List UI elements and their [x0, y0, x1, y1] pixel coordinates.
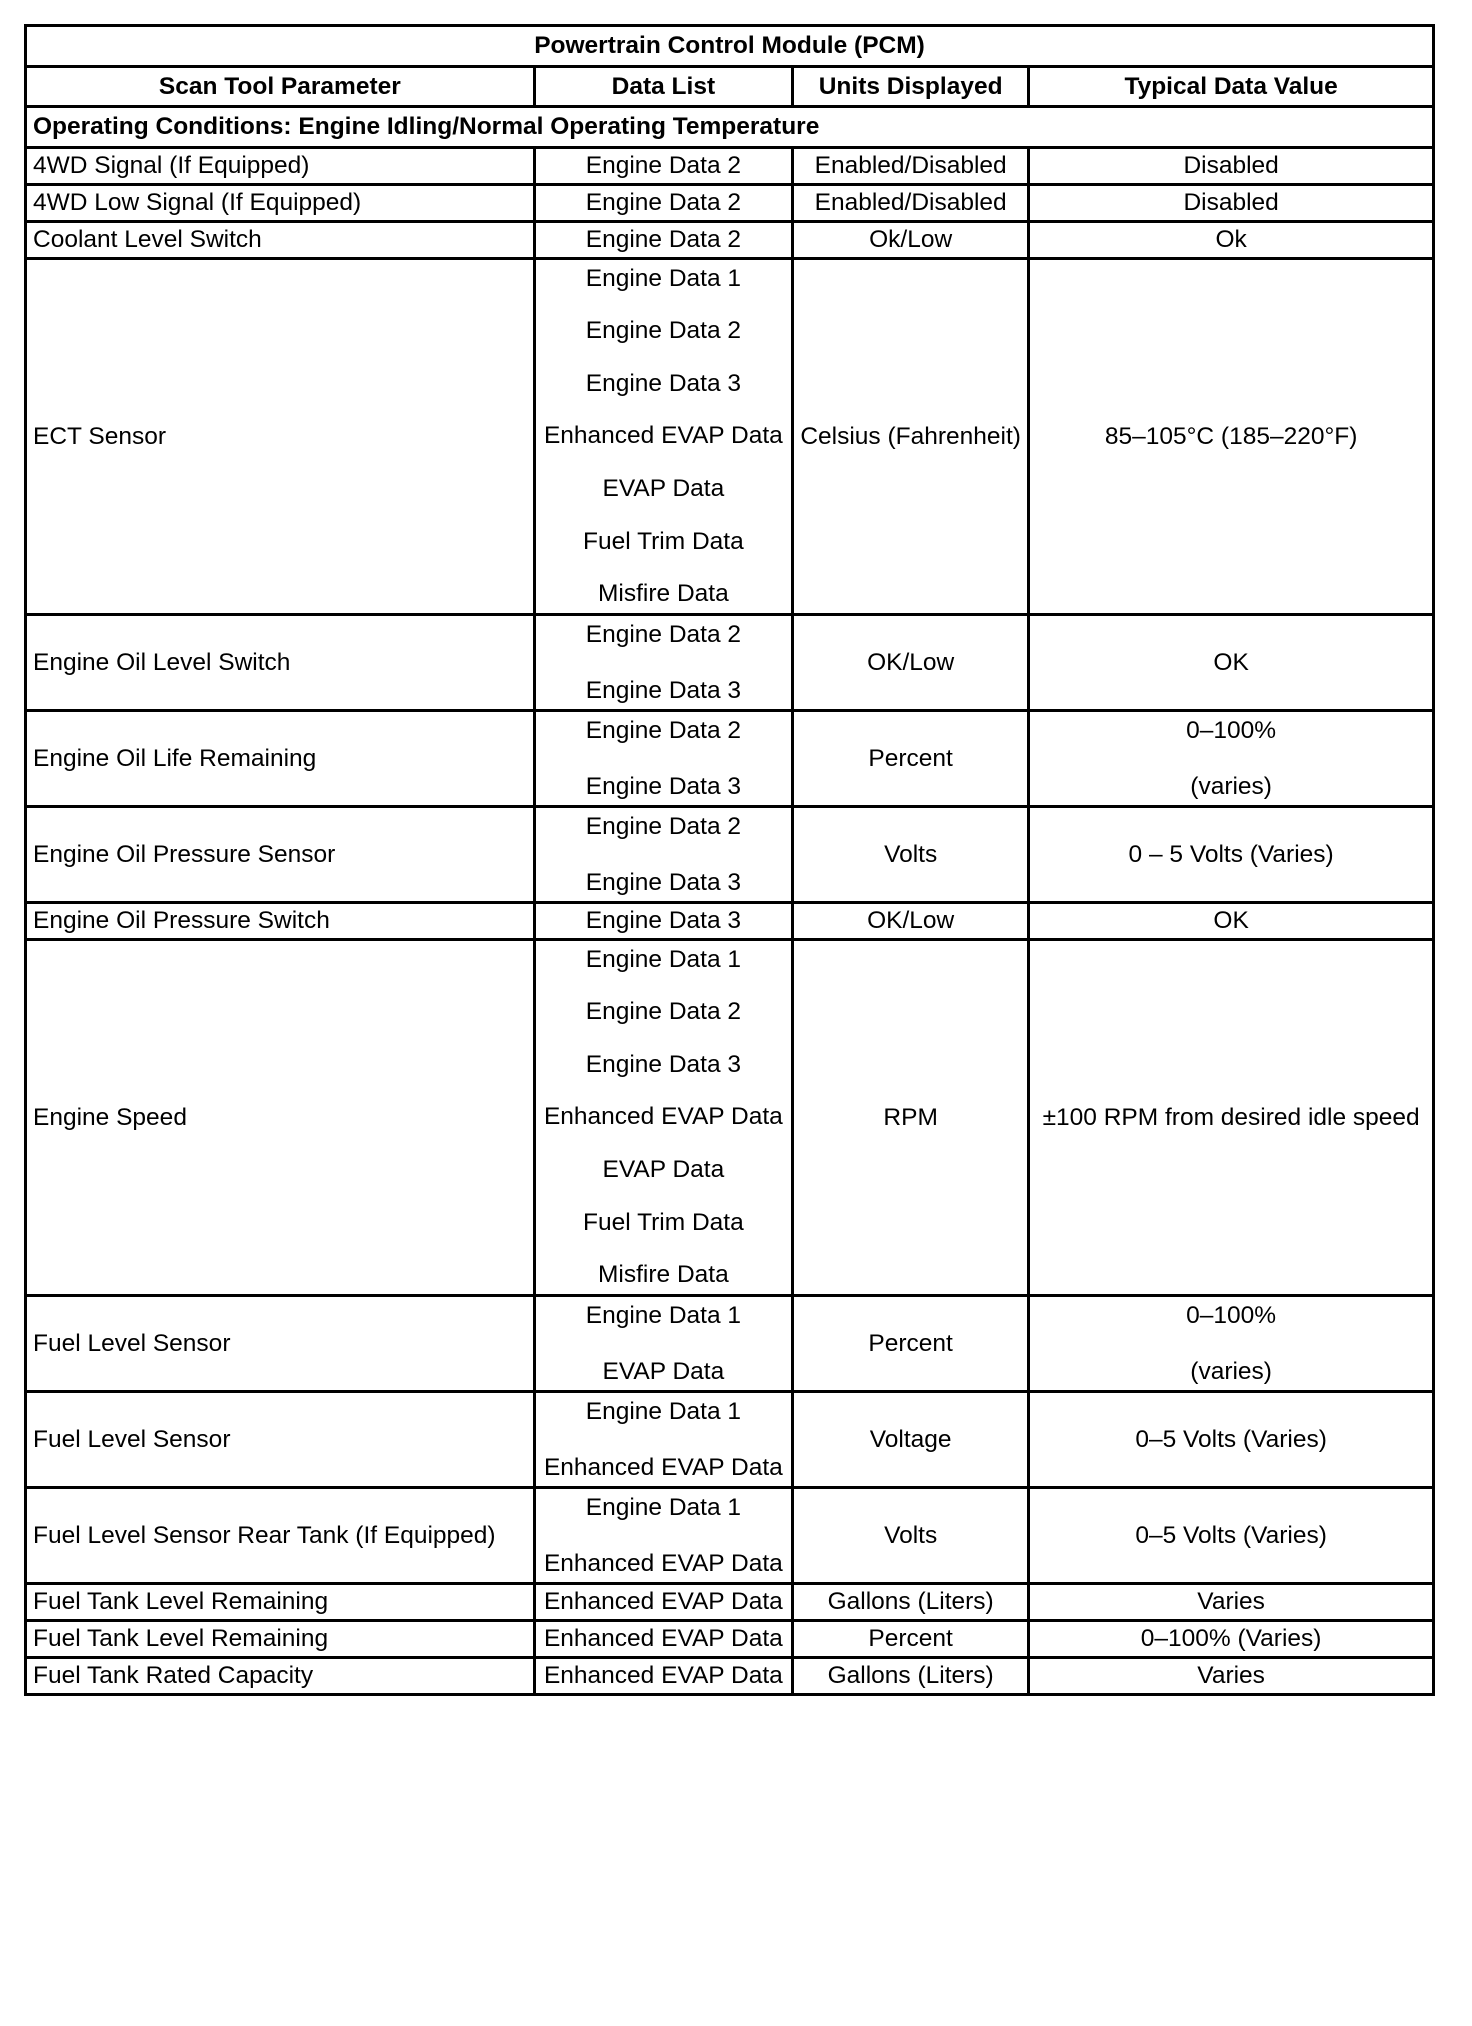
table-title-row [26, 26, 1434, 67]
table-row [26, 148, 1434, 185]
data-list-entry: Fuel Trim Data [583, 1208, 744, 1236]
data-list-entry: Enhanced EVAP Data [543, 1662, 783, 1689]
cell-typical-value [1029, 1488, 1434, 1584]
data-list-entry: Engine Data 1 [585, 1301, 742, 1329]
cell-parameter: Engine Speed [26, 940, 535, 1296]
typical-value-line: (varies) [1190, 1357, 1272, 1385]
cell-data-list [534, 185, 792, 222]
cell-typical-value [1029, 807, 1434, 903]
data-list-entry: Enhanced EVAP Data [543, 1549, 783, 1577]
typical-value-line: 0 – 5 Volts (Varies) [1128, 840, 1334, 868]
data-list-entry: Engine Data 1 [585, 264, 742, 292]
data-list-entry: Engine Data 2 [585, 716, 742, 744]
cell-parameter: Fuel Level Sensor [26, 1392, 535, 1488]
table-row [26, 1621, 1434, 1658]
data-list-entry: Engine Data 1 [585, 945, 742, 973]
typical-value-line: Varies [1197, 1588, 1265, 1615]
table-row [26, 615, 1434, 711]
cell-typical-value [1029, 1621, 1434, 1658]
cell-typical-value [1029, 903, 1434, 940]
data-list-entry: Engine Data 1 [585, 1493, 742, 1521]
cell-data-list [534, 148, 792, 185]
table-row [26, 1392, 1434, 1488]
cell-typical-value [1029, 1296, 1434, 1392]
typical-value-line: OK [1213, 907, 1249, 934]
header-typical-data-value: Typical Data Value [1029, 67, 1434, 107]
data-list-entry: Enhanced EVAP Data [543, 1103, 783, 1131]
cell-units: Volts [793, 807, 1029, 903]
cell-parameter: 4WD Low Signal (If Equipped) [26, 185, 535, 222]
cell-parameter: 4WD Signal (If Equipped) [26, 148, 535, 185]
data-list-entry: Engine Data 2 [585, 812, 742, 840]
operating-conditions-row [26, 107, 1434, 148]
cell-typical-value [1029, 711, 1434, 807]
cell-data-list [534, 711, 792, 807]
data-list-entry: Misfire Data [598, 580, 729, 608]
typical-value-line: (varies) [1190, 772, 1272, 800]
table-row [26, 903, 1434, 940]
typical-value-line: 0–5 Volts (Varies) [1135, 1425, 1327, 1453]
cell-units: Celsius (Fahrenheit) [793, 259, 1029, 615]
cell-typical-value [1029, 148, 1434, 185]
data-list-entry: Enhanced EVAP Data [543, 422, 783, 450]
cell-data-list [534, 1658, 792, 1695]
data-list-entry: Misfire Data [598, 1261, 729, 1289]
typical-value-line: Varies [1197, 1662, 1265, 1689]
cell-typical-value [1029, 1584, 1434, 1621]
cell-parameter: Fuel Level Sensor [26, 1296, 535, 1392]
table-row [26, 222, 1434, 259]
table-row [26, 1296, 1434, 1392]
cell-units: Gallons (Liters) [793, 1658, 1029, 1695]
cell-parameter: Fuel Tank Rated Capacity [26, 1658, 535, 1695]
cell-typical-value [1029, 940, 1434, 1296]
data-list-entry: Engine Data 2 [585, 226, 742, 253]
cell-data-list [534, 940, 792, 1296]
cell-data-list [534, 1621, 792, 1658]
table-row [26, 1658, 1434, 1695]
data-list-entry: EVAP Data [602, 475, 725, 503]
cell-parameter: Coolant Level Switch [26, 222, 535, 259]
data-list-entry: EVAP Data [602, 1357, 725, 1385]
cell-parameter: ECT Sensor [26, 259, 535, 615]
typical-value-line: Disabled [1183, 152, 1279, 179]
typical-value-line: ±100 RPM from desired idle speed [1042, 1103, 1420, 1131]
data-list-entry: Engine Data 2 [585, 317, 742, 345]
cell-units: Percent [793, 711, 1029, 807]
cell-parameter: Engine Oil Life Remaining [26, 711, 535, 807]
table-row [26, 1584, 1434, 1621]
cell-typical-value [1029, 615, 1434, 711]
cell-units: Percent [793, 1621, 1029, 1658]
table-header-row [26, 67, 1434, 107]
table-row [26, 1488, 1434, 1584]
cell-parameter: Engine Oil Pressure Switch [26, 903, 535, 940]
header-units-displayed: Units Displayed [793, 67, 1029, 107]
cell-data-list [534, 1584, 792, 1621]
pcm-data-table [24, 24, 1435, 1696]
cell-units: Voltage [793, 1392, 1029, 1488]
data-list-entry: Engine Data 3 [585, 1050, 742, 1078]
cell-typical-value [1029, 259, 1434, 615]
table-row [26, 940, 1434, 1296]
data-list-entry: Engine Data 3 [585, 868, 742, 896]
data-list-entry: Engine Data 3 [585, 369, 742, 397]
typical-value-line: 85–105°C (185–220°F) [1104, 422, 1358, 450]
cell-typical-value [1029, 1658, 1434, 1695]
typical-value-line: 0–100% [1186, 1301, 1277, 1329]
data-list-entry: Engine Data 3 [585, 676, 742, 704]
cell-units: Gallons (Liters) [793, 1584, 1029, 1621]
typical-value-line: Disabled [1183, 189, 1279, 216]
cell-parameter: Engine Oil Pressure Sensor [26, 807, 535, 903]
typical-value-line: 0–5 Volts (Varies) [1135, 1521, 1327, 1549]
data-list-entry: Engine Data 1 [585, 1397, 742, 1425]
cell-parameter: Fuel Tank Level Remaining [26, 1621, 535, 1658]
cell-units: RPM [793, 940, 1029, 1296]
cell-parameter: Fuel Tank Level Remaining [26, 1584, 535, 1621]
data-list-entry: Engine Data 3 [585, 772, 742, 800]
cell-data-list [534, 807, 792, 903]
data-list-entry: Engine Data 2 [585, 189, 742, 216]
cell-units: Percent [793, 1296, 1029, 1392]
cell-units: Volts [793, 1488, 1029, 1584]
operating-conditions: Operating Conditions: Engine Idling/Normal Operating Temperature [26, 107, 1434, 148]
data-list-entry: Enhanced EVAP Data [543, 1625, 783, 1652]
data-list-entry: Engine Data 2 [585, 620, 742, 648]
cell-data-list [534, 222, 792, 259]
table-title: Powertrain Control Module (PCM) [26, 26, 1434, 67]
cell-units: OK/Low [793, 615, 1029, 711]
data-list-entry: EVAP Data [602, 1156, 725, 1184]
cell-typical-value [1029, 1392, 1434, 1488]
data-list-entry: Enhanced EVAP Data [543, 1588, 783, 1615]
data-list-entry: Engine Data 3 [585, 907, 742, 934]
cell-parameter: Fuel Level Sensor Rear Tank (If Equipped) [26, 1488, 535, 1584]
cell-typical-value [1029, 185, 1434, 222]
cell-data-list [534, 1296, 792, 1392]
table-row [26, 259, 1434, 615]
typical-value-line: 0–100% [1186, 716, 1277, 744]
header-data-list: Data List [534, 67, 792, 107]
cell-units: OK/Low [793, 903, 1029, 940]
cell-data-list [534, 615, 792, 711]
typical-value-line: 0–100% (Varies) [1140, 1625, 1322, 1652]
cell-data-list [534, 903, 792, 940]
cell-data-list [534, 1392, 792, 1488]
table-row [26, 807, 1434, 903]
typical-value-line: Ok [1215, 226, 1247, 253]
cell-typical-value [1029, 222, 1434, 259]
cell-units: Enabled/Disabled [793, 148, 1029, 185]
cell-data-list [534, 1488, 792, 1584]
cell-data-list [534, 259, 792, 615]
typical-value-line: OK [1213, 648, 1249, 676]
cell-units: Ok/Low [793, 222, 1029, 259]
table-row [26, 711, 1434, 807]
table-row [26, 185, 1434, 222]
cell-parameter: Engine Oil Level Switch [26, 615, 535, 711]
data-list-entry: Engine Data 2 [585, 152, 742, 179]
data-list-entry: Engine Data 2 [585, 998, 742, 1026]
cell-units: Enabled/Disabled [793, 185, 1029, 222]
data-list-entry: Enhanced EVAP Data [543, 1453, 783, 1481]
data-list-entry: Fuel Trim Data [583, 527, 744, 555]
header-scan-tool-parameter: Scan Tool Parameter [26, 67, 535, 107]
